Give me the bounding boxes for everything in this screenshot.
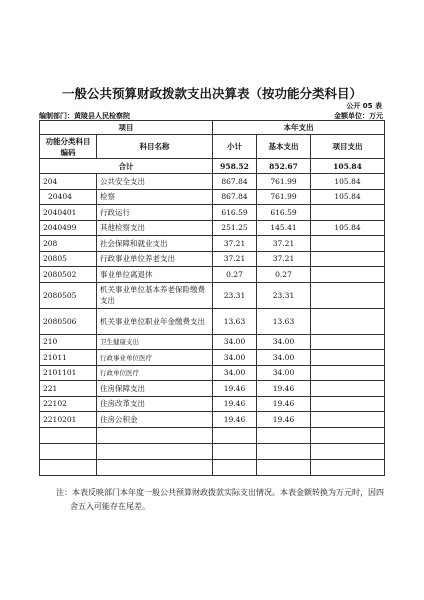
row-name: 行政事业单位医疗 <box>97 350 213 366</box>
empty-cell <box>257 459 311 475</box>
row-subtotal: 867.84 <box>213 174 257 190</box>
table-row <box>40 236 385 252</box>
row-name: 行政事业单位养老支出 <box>97 251 213 267</box>
header-basic: 基本支出 <box>257 135 311 159</box>
empty-row <box>40 443 385 459</box>
row-code: 21011 <box>40 350 97 366</box>
row-code: 204 <box>40 174 97 190</box>
row-code: 20805 <box>40 251 97 267</box>
table-row <box>40 205 385 221</box>
row-subtotal: 0.27 <box>213 267 257 283</box>
row-subtotal: 19.46 <box>213 381 257 397</box>
row-project <box>311 334 385 350</box>
row-subtotal: 34.00 <box>213 365 257 381</box>
row-basic: 761.99 <box>257 189 311 205</box>
row-subtotal: 251.25 <box>213 220 257 236</box>
table-code: 公开 05 表 <box>346 102 382 110</box>
row-basic: 34.00 <box>257 350 311 366</box>
table-row <box>40 220 385 236</box>
row-name: 社会保障和就业支出 <box>97 236 213 252</box>
total-label: 合计 <box>40 159 213 174</box>
row-project <box>311 251 385 267</box>
empty-cell <box>40 459 97 475</box>
row-name: 检察 <box>97 189 213 205</box>
empty-cell <box>40 427 97 443</box>
row-basic: 19.46 <box>257 381 311 397</box>
table-row <box>40 334 385 350</box>
row-code: 2040401 <box>40 205 97 221</box>
row-name: 行政单位医疗 <box>97 365 213 381</box>
footnote: 注：本表反映部门本年度一般公共预算财政拨款实际支出情况。本表金额转换为万元时，因四舍五入可能存在尾差。 <box>56 488 384 511</box>
row-subtotal: 616.59 <box>213 205 257 221</box>
row-project <box>311 205 385 221</box>
row-code: 2080506 <box>40 308 97 334</box>
row-name: 住房保障支出 <box>97 381 213 397</box>
row-subtotal: 37.21 <box>213 236 257 252</box>
empty-cell <box>40 443 97 459</box>
row-basic: 616.59 <box>257 205 311 221</box>
row-subtotal: 19.46 <box>213 412 257 428</box>
total-basic: 852.67 <box>257 159 311 174</box>
row-project: 105.84 <box>311 174 385 190</box>
row-basic: 0.27 <box>257 267 311 283</box>
table-row <box>40 381 385 397</box>
row-subtotal: 867.84 <box>213 189 257 205</box>
row-project <box>311 267 385 283</box>
row-code: 2080502 <box>40 267 97 283</box>
row-project <box>311 282 385 308</box>
header-project-expense: 项目支出 <box>311 135 385 159</box>
row-code: 2080505 <box>40 282 97 308</box>
row-subtotal: 13.63 <box>213 308 257 334</box>
org-label: 编制部门：黄陵县人民检察院 <box>39 112 130 120</box>
row-code: 2210201 <box>40 412 97 428</box>
row-name: 行政运行 <box>97 205 213 221</box>
row-project <box>311 350 385 366</box>
table-row <box>40 396 385 412</box>
row-subtotal: 23.31 <box>213 282 257 308</box>
total-row <box>40 159 385 174</box>
row-basic: 761.99 <box>257 174 311 190</box>
row-code: 208 <box>40 236 97 252</box>
row-basic: 19.46 <box>257 412 311 428</box>
empty-row <box>40 459 385 475</box>
total-subtotal: 958.52 <box>213 159 257 174</box>
table-row <box>40 308 385 334</box>
row-name: 卫生健康支出 <box>97 334 213 350</box>
row-basic: 34.00 <box>257 365 311 381</box>
table-row <box>40 251 385 267</box>
table-row <box>40 350 385 366</box>
row-project: 105.84 <box>311 220 385 236</box>
empty-cell <box>311 427 385 443</box>
table-row <box>40 189 385 205</box>
row-basic: 34.00 <box>257 334 311 350</box>
row-code: 221 <box>40 381 97 397</box>
header-row-2 <box>40 135 385 159</box>
table-row <box>40 174 385 190</box>
empty-cell <box>97 443 213 459</box>
row-basic: 19.46 <box>257 396 311 412</box>
empty-cell <box>311 443 385 459</box>
header-year-expense: 本年支出 <box>213 121 385 135</box>
empty-cell <box>257 443 311 459</box>
empty-row <box>40 427 385 443</box>
row-project <box>311 236 385 252</box>
row-project <box>311 365 385 381</box>
header-code: 功能分类科目编码 <box>40 135 97 159</box>
row-name: 其他检察支出 <box>97 220 213 236</box>
row-project <box>311 308 385 334</box>
row-code: 22102 <box>40 396 97 412</box>
row-code: 2040499 <box>40 220 97 236</box>
row-code: 2101101 <box>40 365 97 381</box>
row-subtotal: 37.21 <box>213 251 257 267</box>
table-row <box>40 282 385 308</box>
empty-cell <box>213 443 257 459</box>
row-code: 210 <box>40 334 97 350</box>
row-name: 住房改革支出 <box>97 396 213 412</box>
table-row <box>40 365 385 381</box>
unit-label: 金额单位：万元 <box>334 112 383 120</box>
empty-cell <box>213 427 257 443</box>
row-name: 机关事业单位职业年金缴费支出 <box>97 308 213 334</box>
row-name: 住房公积金 <box>97 412 213 428</box>
empty-cell <box>97 459 213 475</box>
row-project <box>311 412 385 428</box>
table-row <box>40 412 385 428</box>
row-basic: 145.41 <box>257 220 311 236</box>
row-basic: 13.63 <box>257 308 311 334</box>
row-basic: 23.31 <box>257 282 311 308</box>
header-subtotal: 小计 <box>213 135 257 159</box>
row-subtotal: 34.00 <box>213 334 257 350</box>
empty-cell <box>311 459 385 475</box>
row-name: 事业单位离退休 <box>97 267 213 283</box>
header-name: 科目名称 <box>97 135 213 159</box>
empty-cell <box>213 459 257 475</box>
header-row-1 <box>40 121 385 135</box>
row-name: 公共安全支出 <box>97 174 213 190</box>
page-title: 一般公共预算财政拨款支出决算表（按功能分类科目） <box>61 86 362 101</box>
empty-cell <box>257 427 311 443</box>
header-project: 项目 <box>40 121 213 135</box>
row-subtotal: 34.00 <box>213 350 257 366</box>
table-row <box>40 267 385 283</box>
row-code: 20404 <box>40 189 97 205</box>
row-subtotal: 19.46 <box>213 396 257 412</box>
row-project <box>311 381 385 397</box>
row-basic: 37.21 <box>257 236 311 252</box>
expense-table <box>39 120 385 476</box>
row-basic: 37.21 <box>257 251 311 267</box>
row-name: 机关事业单位基本养老保险缴费支出 <box>97 282 213 308</box>
total-project: 105.84 <box>311 159 385 174</box>
row-project: 105.84 <box>311 189 385 205</box>
empty-cell <box>97 427 213 443</box>
row-project <box>311 396 385 412</box>
